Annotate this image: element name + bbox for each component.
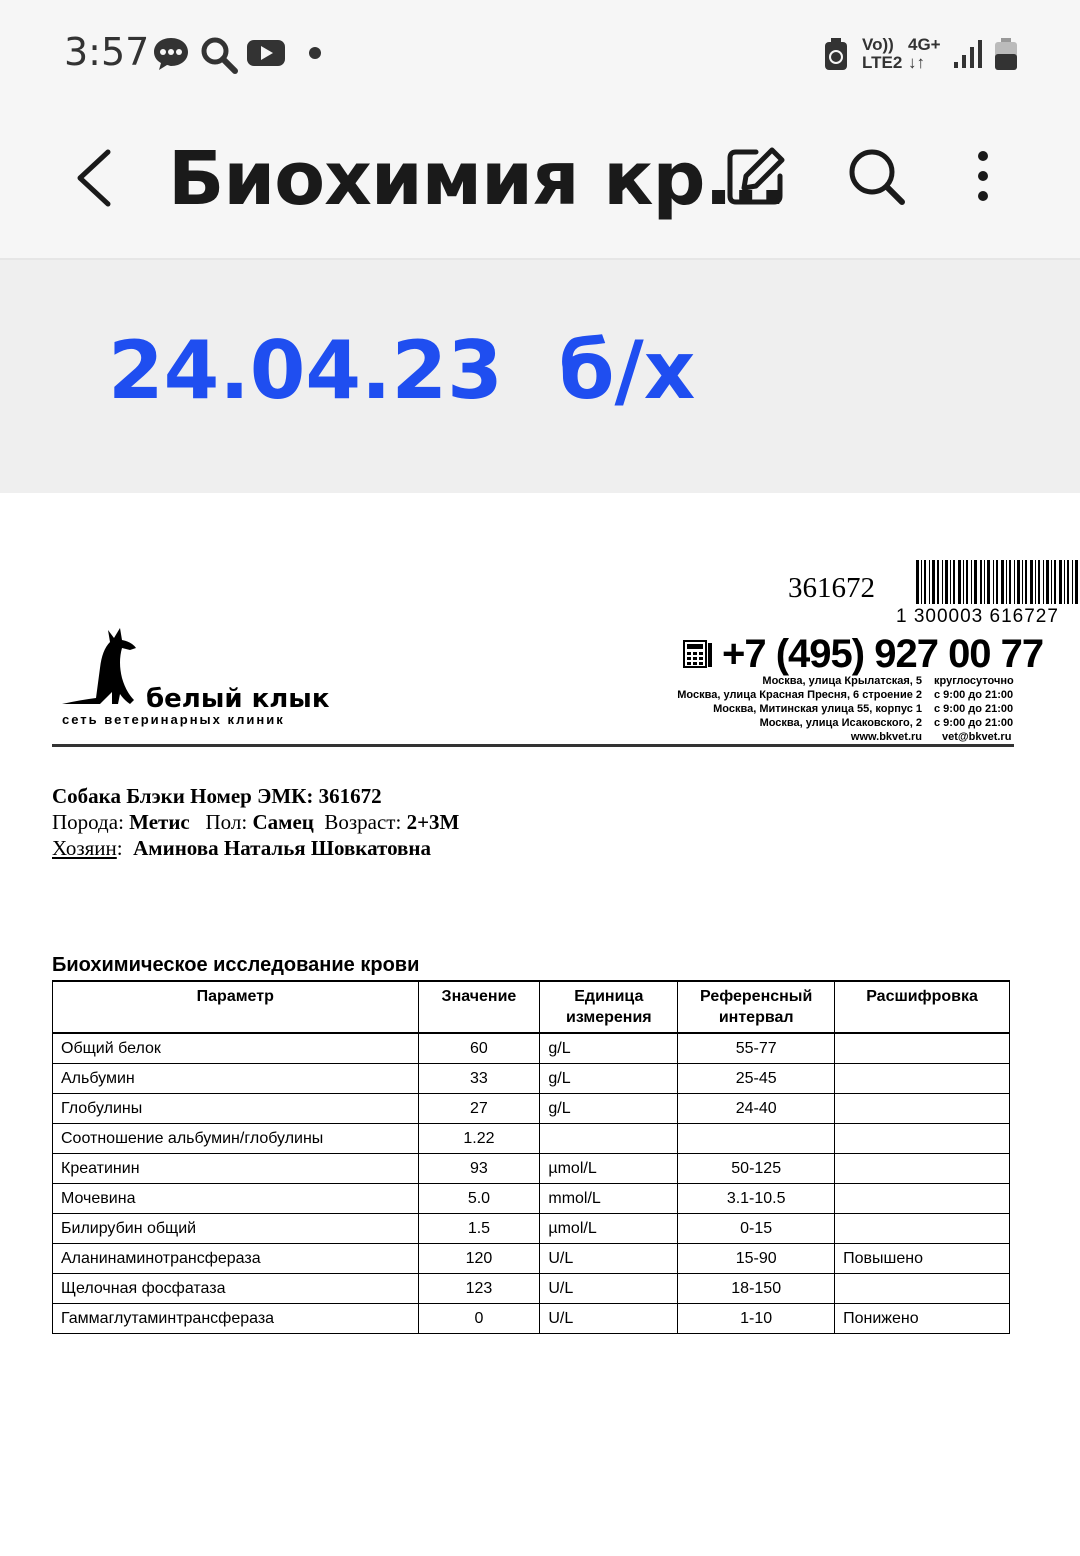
status-time: 3:57 bbox=[64, 30, 150, 74]
age-label: Возраст: bbox=[324, 810, 402, 834]
phone-icon bbox=[683, 640, 713, 668]
address-line: Москва, улица Исаковского, 2 bbox=[759, 717, 922, 729]
table-row bbox=[53, 1244, 1010, 1274]
cell-unit: U/L bbox=[540, 1304, 678, 1334]
owner-value: Аминова Наталья Шовкатовна bbox=[133, 836, 431, 860]
cell-value: 1.5 bbox=[418, 1214, 540, 1244]
table-title: Биохимическое исследование крови bbox=[52, 954, 420, 976]
status-bar bbox=[0, 0, 1080, 110]
clinic-phone: +7 (495) 927 00 77 bbox=[722, 632, 1044, 676]
cell-ref: 1-10 bbox=[678, 1304, 835, 1334]
clinic-addresses bbox=[677, 674, 922, 744]
cell-unit: mmol/L bbox=[540, 1184, 678, 1214]
4g-indicator bbox=[908, 36, 941, 72]
note-text[interactable]: 24.04.23 б/х bbox=[108, 324, 696, 417]
cell-unit: g/L bbox=[540, 1094, 678, 1124]
note-text-area[interactable] bbox=[0, 260, 1080, 493]
cell-note: Понижено bbox=[835, 1304, 1010, 1334]
cell-unit: µmol/L bbox=[540, 1214, 678, 1244]
edit-icon[interactable] bbox=[726, 146, 786, 206]
cell-value: 123 bbox=[418, 1274, 540, 1304]
logo-tagline: сеть ветеринарных клиник bbox=[62, 712, 285, 727]
address-line: Москва, Митинская улица 55, корпус 1 bbox=[713, 703, 922, 715]
cell-unit: U/L bbox=[540, 1244, 678, 1274]
cell-ref: 24-40 bbox=[678, 1094, 835, 1124]
cell-note bbox=[835, 1033, 1010, 1064]
volte-indicator bbox=[862, 36, 902, 72]
cell-ref: 15-90 bbox=[678, 1244, 835, 1274]
cell-note bbox=[835, 1064, 1010, 1094]
cell-note: Повышено bbox=[835, 1244, 1010, 1274]
cell-note bbox=[835, 1214, 1010, 1244]
cell-unit bbox=[540, 1124, 678, 1154]
data-arrows-icon: ↓↑ bbox=[908, 53, 925, 72]
barcode-icon bbox=[916, 560, 1080, 604]
attached-document[interactable] bbox=[0, 494, 1080, 1556]
cell-note bbox=[835, 1094, 1010, 1124]
table-row bbox=[53, 1064, 1010, 1094]
cell-ref: 25-45 bbox=[678, 1064, 835, 1094]
cell-note bbox=[835, 1274, 1010, 1304]
clinic-website: www.bkvet.ru bbox=[850, 731, 922, 743]
table-row bbox=[53, 1184, 1010, 1214]
hours-line: с 9:00 до 21:00 bbox=[934, 717, 1014, 729]
cell-param: Аланинаминотрансфераза bbox=[53, 1244, 419, 1274]
battery-saver-icon bbox=[822, 38, 850, 72]
white-fang-logo-icon bbox=[60, 628, 150, 712]
patient-name-emk: Собака Блэки Номер ЭМК: 361672 bbox=[52, 784, 382, 808]
patient-line-1 bbox=[52, 784, 382, 809]
sex-value: Самец bbox=[252, 810, 314, 834]
table-row bbox=[53, 1274, 1010, 1304]
cell-value: 93 bbox=[418, 1154, 540, 1184]
table-row bbox=[53, 1154, 1010, 1184]
volte-label: Vo)) bbox=[862, 35, 894, 54]
cell-ref: 0-15 bbox=[678, 1214, 835, 1244]
table-row bbox=[53, 1304, 1010, 1334]
cell-unit: g/L bbox=[540, 1033, 678, 1064]
patient-line-2 bbox=[52, 810, 459, 835]
signal-strength-icon bbox=[952, 38, 984, 70]
cell-unit: g/L bbox=[540, 1064, 678, 1094]
breed-label: Порода: bbox=[52, 810, 124, 834]
cell-ref: 55-77 bbox=[678, 1033, 835, 1064]
youtube-notification-icon bbox=[246, 36, 286, 70]
col-header-reference: Референсный интервал bbox=[678, 981, 835, 1033]
barcode-digits: 1 300003 616727 bbox=[896, 606, 1059, 627]
hours-line: с 9:00 до 21:00 bbox=[934, 703, 1014, 715]
cell-value: 1.22 bbox=[418, 1124, 540, 1154]
emk-number-header: 361672 bbox=[788, 572, 875, 604]
cell-note bbox=[835, 1184, 1010, 1214]
cell-value: 27 bbox=[418, 1094, 540, 1124]
cell-value: 33 bbox=[418, 1064, 540, 1094]
cell-ref: 18-150 bbox=[678, 1274, 835, 1304]
cell-param: Общий белок bbox=[53, 1033, 419, 1064]
battery-icon bbox=[994, 38, 1018, 72]
search-notification-icon bbox=[200, 36, 238, 74]
cell-note bbox=[835, 1124, 1010, 1154]
sex-label: Пол: bbox=[205, 810, 248, 834]
breed-value: Метис bbox=[129, 810, 190, 834]
search-icon[interactable] bbox=[846, 146, 908, 208]
cell-param: Мочевина bbox=[53, 1184, 419, 1214]
clinic-email: vet@bkvet.ru bbox=[942, 731, 1012, 743]
cell-unit: U/L bbox=[540, 1274, 678, 1304]
cell-note bbox=[835, 1154, 1010, 1184]
cell-unit: µmol/L bbox=[540, 1154, 678, 1184]
cell-value: 60 bbox=[418, 1033, 540, 1064]
col-header-parameter: Параметр bbox=[53, 981, 419, 1033]
col-header-interpretation: Расшифровка bbox=[835, 981, 1010, 1033]
cell-param: Глобулины bbox=[53, 1094, 419, 1124]
chat-notification-icon bbox=[152, 36, 190, 72]
hours-line: с 9:00 до 21:00 bbox=[934, 689, 1014, 701]
back-arrow-icon[interactable] bbox=[72, 146, 116, 210]
cell-param: Альбумин bbox=[53, 1064, 419, 1094]
lte2-label: LTE2 bbox=[862, 53, 903, 72]
more-notifications-dot-icon bbox=[308, 46, 322, 60]
note-title: Биохимия кр... bbox=[168, 136, 786, 222]
clinic-hours bbox=[934, 674, 1014, 744]
cell-value: 5.0 bbox=[418, 1184, 540, 1214]
cell-value: 120 bbox=[418, 1244, 540, 1274]
table-header-row bbox=[53, 981, 1010, 1033]
table-row bbox=[53, 1094, 1010, 1124]
table-row bbox=[53, 1214, 1010, 1244]
owner-label: Хозяин bbox=[52, 836, 117, 860]
cell-value: 0 bbox=[418, 1304, 540, 1334]
cell-param: Соотношение альбумин/глобулины bbox=[53, 1124, 419, 1154]
address-line: Москва, улица Крылатская, 5 bbox=[762, 675, 922, 687]
cell-param: Щелочная фосфатаза bbox=[53, 1274, 419, 1304]
top-app-bar bbox=[0, 110, 1080, 260]
header-divider bbox=[52, 744, 1014, 747]
col-header-unit: Единица измерения bbox=[540, 981, 678, 1033]
more-options-icon[interactable] bbox=[972, 150, 994, 206]
cell-ref: 50-125 bbox=[678, 1154, 835, 1184]
col-header-value: Значение bbox=[418, 981, 540, 1033]
table-row bbox=[53, 1124, 1010, 1154]
logo-name: белый клык bbox=[146, 684, 330, 714]
cell-ref: 3.1-10.5 bbox=[678, 1184, 835, 1214]
results-table bbox=[52, 980, 1010, 1334]
age-value: 2+3М bbox=[406, 810, 460, 834]
cell-param: Креатинин bbox=[53, 1154, 419, 1184]
cell-param: Гаммаглутаминтрансфераза bbox=[53, 1304, 419, 1334]
cell-param: Билирубин общий bbox=[53, 1214, 419, 1244]
4g-label: 4G+ bbox=[908, 35, 941, 54]
hours-line: круглосуточно bbox=[934, 675, 1014, 687]
address-line: Москва, улица Красная Пресня, 6 строение 2 bbox=[677, 689, 922, 701]
table-row bbox=[53, 1033, 1010, 1064]
patient-line-3: Хозяин: Аминова Наталья Шовкатовна bbox=[52, 836, 431, 860]
cell-ref bbox=[678, 1124, 835, 1154]
